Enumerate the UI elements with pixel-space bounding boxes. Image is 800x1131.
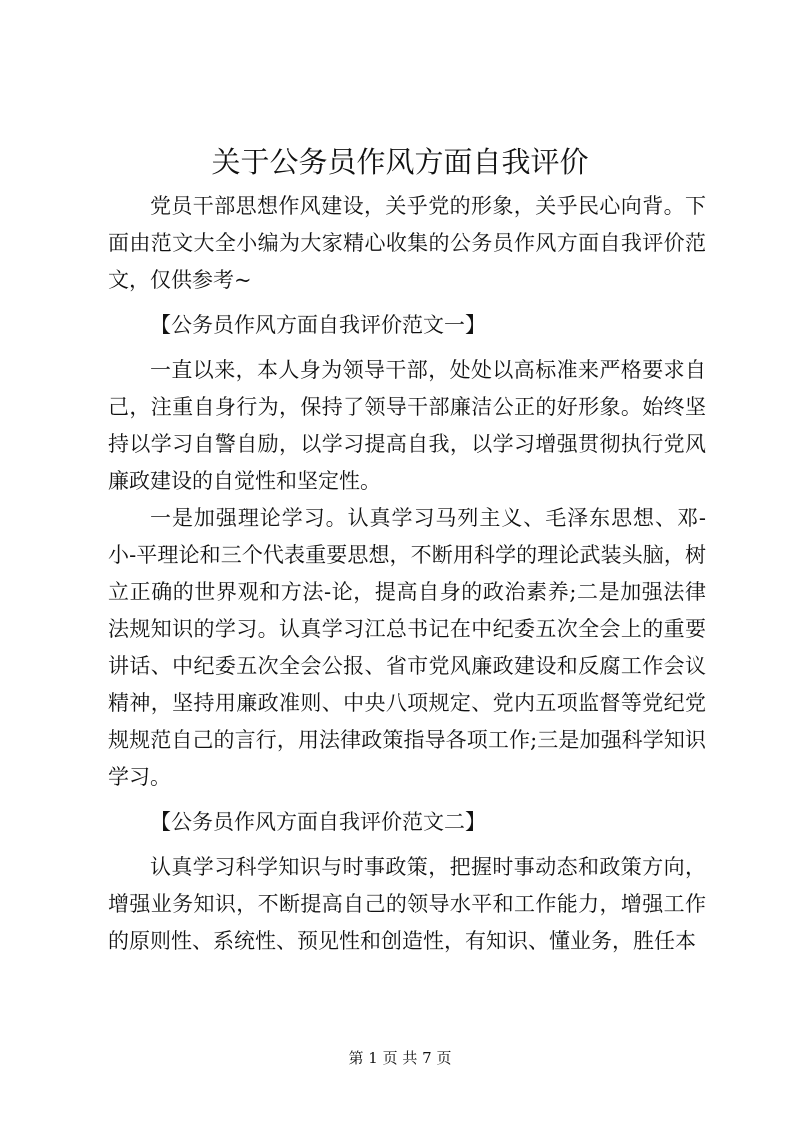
page-footer: 第 1 页 共 7 页 [348,1049,452,1067]
section-heading-1: 【公务员作风方面自我评价范文一】 [150,313,486,337]
section1-paragraph-1: 一直以来，本人身为领导干部，处处以高标准来严格要求自己，注重自身行为，保持了领导干部廉洁公正的好形象。始终坚持以学习自警自励，以学习提高自我，以学习增强贯彻执行党风廉政建设的自觉性和坚定性。 [108,358,706,493]
document-body [108,188,706,960]
section2-paragraph-1: 认真学习科学知识与时事政策，把握时事动态和政策方向，增强业务知识，不断提高自己的领导水平和工作能力，增强工作的原则性、系统性、预见性和创造性，有知识、懂业务，胜任本 [108,855,706,953]
intro-paragraph: 党员干部思想作风建设，关乎党的形象，关乎民心向背。下面由范文大全小编为大家精心收集的公务员作风方面自我评价范文，仅供参考~ [108,194,706,292]
document-title: 关于公务员作风方面自我评价 [211,145,589,179]
section1-paragraph-2: 一是加强理论学习。认真学习马列主义、毛泽东思想、邓-小-平理论和三个代表重要思想，不断用科学的理论武装头脑，树立正确的世界观和方法-论，提高自身的政治素养;二是加强法律法规知识的学习。认真学习江总书记在中纪委五次全会上的重要讲话、中纪委五次全会公报、省市党风廉政建设和反腐工作会议精神，坚持用廉政准则、中央八项规定、党内五项监督等党纪党规规范自己的言行，用法律政策指导各项工作;三是加强科学知识学习。 [108,506,706,789]
section-heading-2: 【公务员作风方面自我评价范文二】 [150,810,486,834]
